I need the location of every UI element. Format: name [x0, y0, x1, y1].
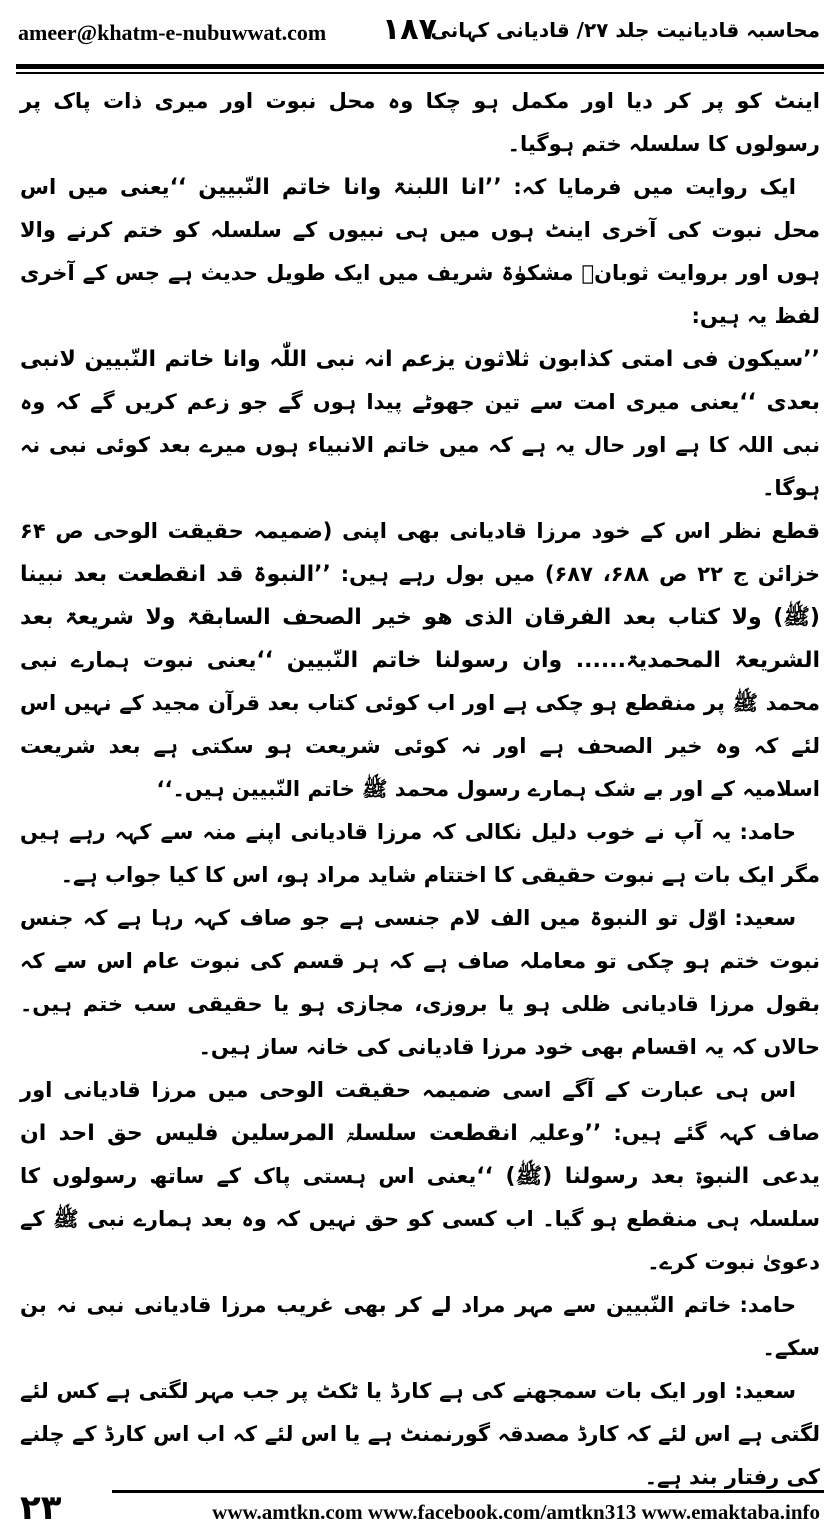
text-segment: یعنی نبوت ہمارے نبی محمد ﷺ پر منقطع ہو چکی ہے اور اب کوئی کتاب بعد قرآن مجید کے نہیں اس لئے کہ وہ خیر الصحف ہے اور نہ کوئی شریعت ہو سکتی ہے بعد شریعت اسلامیہ کے اور بے شک ہمارے رسول محمد ﷺ خاتم النّبیین ہیں۔‘‘	[20, 648, 820, 801]
page-header	[0, 0, 840, 70]
paragraph	[20, 80, 820, 166]
paragraph	[20, 811, 820, 897]
text-segment: یعنی میں اس محل نبوت کی آخری اینٹ ہوں میں ہی نبیوں کے سلسلہ کو ختم کرنے والا ہوں اور بروایت ثوبانؓ مشکوٰۃ شریف میں ایک طویل حدیث ہے جس کے آخری لفظ یہ ہیں:	[20, 175, 820, 328]
header-rule-thin	[16, 72, 824, 74]
text-segment: یعنی میری امت سے تین جھوٹے پیدا ہوں گے جو زعم کریں گے کہ وہ نبی اللہ کا ہے اور حال یہ ہے کہ میں خاتم الانبیاء ہوں میرے بعد کوئی نبی نہ ہوگا۔	[20, 390, 820, 500]
header-page-number: ۱۸۷	[382, 12, 437, 47]
text-segment: خاتم النّبیین سے مہر مراد لے کر بھی غریب مرزا قادیانی نبی نہ بن سکے۔	[20, 1293, 820, 1360]
paragraph	[20, 897, 820, 1069]
paragraph	[20, 1069, 820, 1284]
speaker-label: حامد:	[739, 1293, 796, 1317]
footer-links: www.amtkn.com www.facebook.com/amtkn313 www.emaktaba.info	[212, 1500, 820, 1524]
text-segment: یہ آپ نے خوب دلیل نکالی کہ مرزا قادیانی اپنے منہ سے کہہ رہے ہیں مگر ایک بات ہے نبوت حقیقی کا اختتام شاید مراد ہو، اس کا کیا جواب ہے۔	[20, 820, 820, 887]
arabic-quote: ’’سیکون فی امتی کذابون ثلاثون یزعم انہ نبی اللّٰہ وانا خاتم النّبیین لانبی بعدی ‘‘	[20, 347, 820, 415]
text-segment: اس ہی عبارت کے آگے اسی ضمیمہ حقیقت الوحی میں مرزا قادیانی اور صاف کہہ گئے ہیں:	[20, 1078, 821, 1145]
paragraph	[20, 338, 820, 510]
paragraph	[20, 510, 820, 811]
paragraph	[20, 1284, 820, 1370]
paragraph	[20, 166, 820, 338]
footer-rule	[112, 1490, 824, 1493]
speaker-label: سعید:	[734, 1379, 796, 1403]
header-rule-thick	[16, 64, 824, 69]
footer-page-number: ۲۳	[20, 1488, 62, 1528]
paragraph	[20, 1370, 820, 1499]
text-segment: اوّل تو النبوۃ میں الف لام جنسی ہے جو صاف کہہ رہا ہے کہ جنس نبوت ختم ہو چکی تو معاملہ صاف ہے کہ ہر قسم کی نبوت عام اس سے کہ بقول مرزا قادیانی ظلی ہو یا بروزی، مجازی ہو یا حقیقی سب ختم ہیں۔ حالاں کہ یہ اقسام بھی خود مرزا قادیانی کی خانہ ساز ہیں۔	[20, 906, 820, 1059]
page-footer	[0, 1486, 840, 1540]
arabic-quote: ’’انا اللبنۃ وانا خاتم النّبیین ‘‘	[169, 175, 502, 200]
arabic-quote: ’’وعلیہ انقطعت سلسلۃ المرسلین فلیس حق احد ان یدعی النبوۃ بعد رسولنا (ﷺ) ‘‘	[20, 1121, 820, 1189]
speaker-label: حامد:	[739, 820, 796, 844]
arabic-quote: ’’النبوۃ قد انقطعت بعد نبینا (ﷺ) ولا کتاب بعد الفرقان الذی ھو خیر الصحف السابقۃ ولا شریعۃ بعد الشریعۃ المحمدیۃ...... وان رسولنا خاتم النّبیین ‘‘	[20, 562, 820, 673]
text-segment: یعنی اس ہستی پاک کے ساتھ رسولوں کا سلسلہ ہی منقطع ہو گیا۔ اب کسی کو حق نہیں کہ وہ بعد ہمارے نبی ﷺ کے دعویٰ نبوت کرے۔	[20, 1164, 820, 1274]
header-book-title: محاسبہ قادیانیت جلد ۲۷/ قادیانی کہانی	[430, 18, 820, 42]
header-email: ameer@khatm-e-nubuwwat.com	[18, 20, 327, 45]
text-segment: قطع نظر اس کے خود مرزا قادیانی بھی اپنی (ضمیمہ حقیقت الوحی ص ۶۴ خزائن ج ۲۲ ص ۶۸۸، ۶۸۷) میں بول رہے ہیں:	[20, 519, 821, 586]
text-segment: ایک روایت میں فرمایا کہ:	[501, 175, 796, 199]
text-segment: اینٹ کو پر کر دیا اور مکمل ہو چکا وہ محل نبوت اور میری ذات پاک پر رسولوں کا سلسلہ ختم ہوگیا۔	[20, 89, 820, 156]
text-segment: اور ایک بات سمجھنے کی ہے کارڈ یا ٹکٹ پر جب مہر لگتی ہے کس لئے لگتی ہے اس لئے کہ کارڈ مصدقہ گورنمنٹ ہے یا اس لئے کہ اب اس کارڈ کے چلنے کی رفتار بند ہے۔	[20, 1379, 820, 1489]
speaker-label: سعید:	[734, 906, 796, 930]
body-text	[20, 80, 821, 1489]
